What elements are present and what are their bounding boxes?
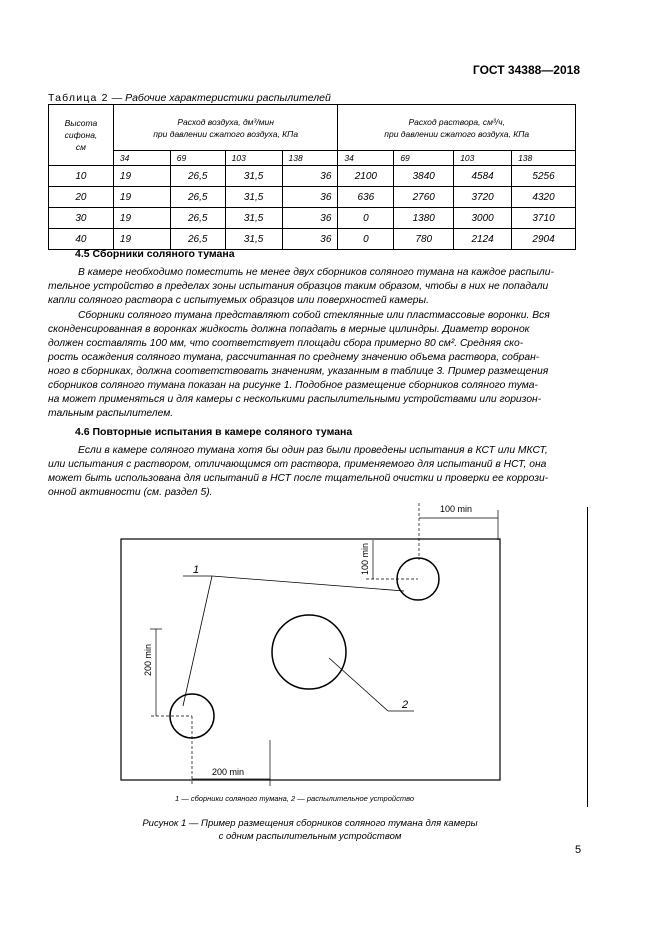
- pressure-header: 34: [338, 151, 394, 166]
- pressure-header: 103: [454, 151, 512, 166]
- dim-bottom-label: 200 min: [212, 767, 245, 777]
- chamber-outline: [121, 539, 500, 780]
- col-header-solution-flow: Расход раствора, см³/ч, при давлении сжатого воздуха, КПа: [338, 105, 576, 151]
- section-4-6-paragraph-1: Если в камере соляного тумана хотя бы один раз были проведены испытания в КСТ или МКСТ, или испытания с раствором, отличающимся от раствора, применяемого для испытаний в НСТ, она может быть использована для испытаний в НСТ после тщательной очистки и проверки ее коррози- онной активности (см. раздел 5).: [48, 445, 549, 498]
- leader-1-to-bottom-collector: [183, 576, 212, 706]
- pressure-header: 103: [225, 151, 282, 166]
- callout-label-2: 2: [402, 699, 409, 711]
- table-row: 40 19 26,5 31,5 36 0 780 2124 2904: [49, 229, 576, 250]
- section-4-6-title: 4.6 Повторные испытания в камере соляного тумана: [75, 426, 353, 438]
- pressure-header: 138: [282, 151, 338, 166]
- pressure-header: 34: [113, 151, 170, 166]
- table-caption-title: — Рабочие характеристики распылителей: [108, 92, 331, 104]
- col-header-air-flow: Расход воздуха, дм³/мин при давлении сжатого воздуха, КПа: [113, 105, 338, 151]
- pressure-header: 69: [394, 151, 454, 166]
- table-row: 20 19 26,5 31,5 36 636 2760 3720 4320: [49, 187, 576, 208]
- callout-label-1: 1: [193, 564, 200, 576]
- section-4-5-paragraph-2: Сборники соляного тумана представляют собой стеклянные или пластмассовые воронки. Вся сконденсированная в воронках жидкость должна попадать в мерные цилиндры. Диаметр воронок должен составлять 100 мм, что соответствует площади сбора примерно 80 см². Средняя ско- рость осаждения соляного тумана, рассчитанная по среднему значению объема раствора, собран- ного в сборниках, должна соответствовать значениям, указанным в таблице 3. Пример размещения сборников соляного тумана показан на рисунке 1. Подобное размещение сборников соляного тума- на может применяться и для камеры с несколькими распылительными устройствами или горизон- тальным распылителем.: [48, 310, 550, 419]
- leader-2-line: [329, 658, 388, 711]
- page-number: 5: [575, 844, 582, 856]
- sprayer-circle: [272, 615, 346, 689]
- dim-top-label: 100 min: [440, 504, 473, 514]
- figure-legend: 1 — сборники соляного тумана, 2 — распылительное устройство: [175, 794, 414, 803]
- document-header: ГОСТ 34388—2018: [472, 63, 580, 77]
- dim-small-vertical-label: 100 min: [360, 542, 370, 575]
- section-4-5-title: 4.5 Сборники соляного тумана: [75, 248, 235, 260]
- leader-1-to-top-collector: [212, 576, 404, 591]
- section-4-5-paragraph-1: В камере необходимо поместить не менее двух сборников соляного тумана на каждое распыли- тельное устройство в пределах зоны испытания образцов таким образом, чтобы в них не попадали капли соляного раствора с испытуемых образцов или поверхностей камеры.: [48, 267, 554, 306]
- table-caption-lead: Таблица 2: [48, 92, 109, 104]
- pressure-header: 138: [512, 151, 576, 166]
- table-row: 10 19 26,5 31,5 36 2100 3840 4584 5256: [49, 166, 576, 187]
- pressure-header: 69: [170, 151, 225, 166]
- col-header-siphon-height: Высота сифона, см: [49, 105, 114, 166]
- table-row: 30 19 26,5 31,5 36 0 1380 3000 3710: [49, 208, 576, 229]
- figure-caption: Рисунок 1 — Пример размещения сборников соляного тумана для камеры с одним распылительным устройством: [142, 818, 478, 842]
- dim-large-vertical-label: 200 min: [143, 643, 153, 676]
